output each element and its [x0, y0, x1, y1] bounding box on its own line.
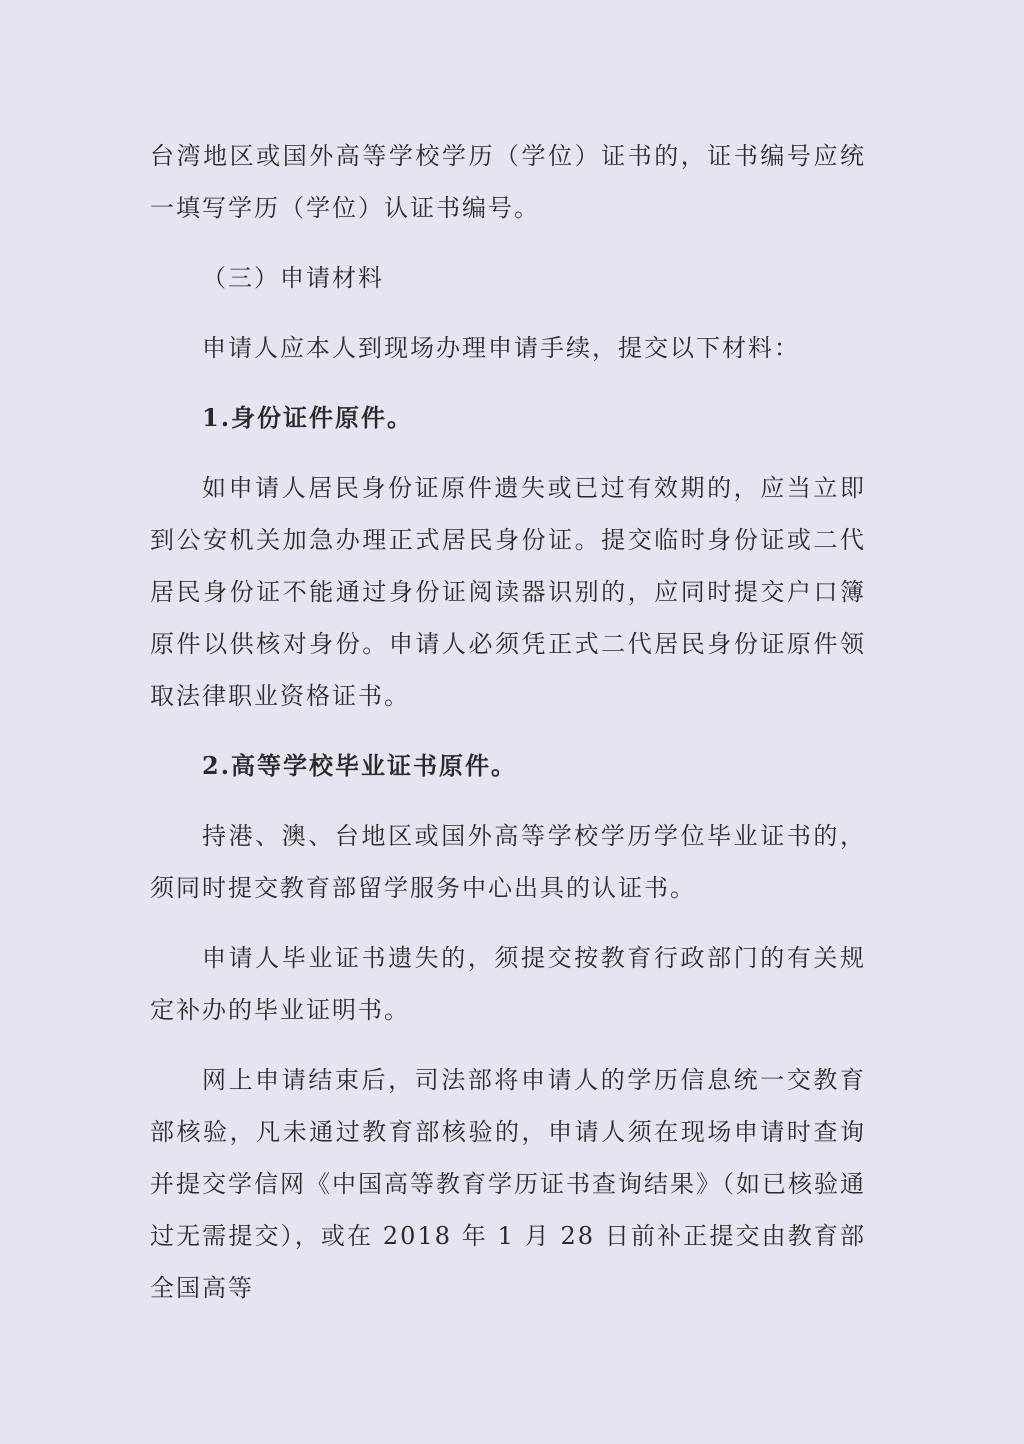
item-heading-diploma-original: 2.高等学校毕业证书原件。: [202, 751, 518, 780]
document-body: [150, 130, 866, 1314]
item-heading-id-original: 1.身份证件原件。: [202, 403, 414, 432]
paragraph-lost-diploma: 申请人毕业证书遗失的，须提交按教育行政部门的有关规定补办的毕业证明书。: [150, 944, 866, 1024]
paragraph-id-requirements: 如申请人居民身份证原件遗失或已过有效期的，应当立即到公安机关加急办理正式居民身份证。提交临时身份证或二代居民身份证不能通过身份证阅读器识别的，应同时提交户口簿原件以供核对身份。申请人必须凭正式二代居民身份证原件领取法律职业资格证书。: [150, 474, 866, 710]
paragraph-online-verification: 网上申请结束后，司法部将申请人的学历信息统一交教育部核验，凡未通过教育部核验的，申请人须在现场申请时查询并提交学信网《中国高等教育学历证书查询结果》（如已核验通过无需提交），或在 2018 年 1 月 28 日前补正提交由教育部全国高等: [150, 1066, 866, 1302]
section-heading-application-materials: （三）申请材料: [202, 264, 384, 292]
paragraph-foreign-diploma: 持港、澳、台地区或国外高等学校学历学位毕业证书的，须同时提交教育部留学服务中心出具的认证书。: [150, 822, 866, 902]
paragraph-materials-intro: 申请人应本人到现场办理申请手续，提交以下材料：: [202, 334, 800, 362]
paragraph-cert-number: 台湾地区或国外高等学校学历（学位）证书的，证书编号应统一填写学历（学位）认证书编号。: [150, 142, 866, 222]
